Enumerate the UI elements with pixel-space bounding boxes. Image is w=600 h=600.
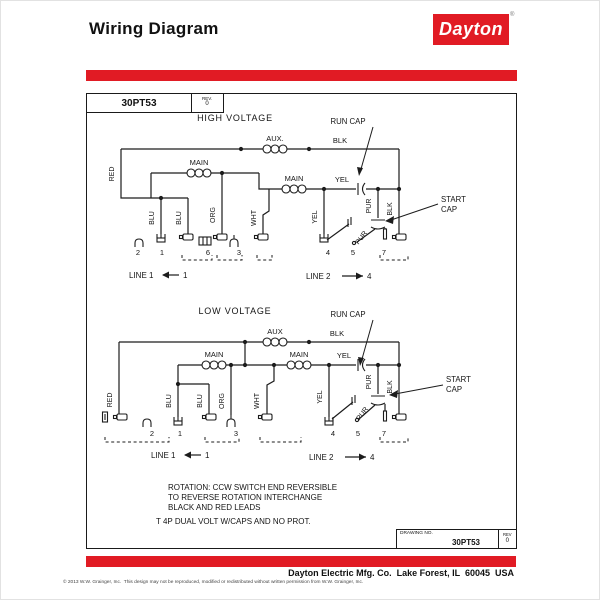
drawing-number-block: [396, 529, 499, 549]
hv-run-capacitor: [358, 183, 365, 195]
hv-terminal-wht-spade: [255, 234, 269, 240]
lv-terminal-4-crown: [325, 417, 333, 425]
hv-main-right-label: MAIN: [284, 174, 304, 183]
lv-run-cap-label: RUN CAP: [330, 310, 366, 319]
hv-terminal-blu-spade: [180, 234, 194, 240]
rotation-note-line2: TO REVERSE ROTATION INTERCHANGE: [168, 493, 323, 502]
hv-start-cap-arrow: [385, 216, 394, 224]
hv-blu1-label: BLU: [149, 211, 156, 225]
hv-line2-label: LINE 2: [306, 272, 331, 281]
lv-terminal-7-pin: [384, 411, 387, 421]
drawing-number-value: 30PT53: [451, 538, 480, 547]
lv-yel-label: YEL: [336, 351, 352, 360]
lv-start-cap-label-2: CAP: [446, 385, 463, 394]
hv-terminal-blk-spade: [393, 234, 407, 240]
lv-terminal-2-fork: [143, 419, 151, 427]
drawing-number-label: DRAWING NO.: [400, 531, 433, 536]
hv-run-cap-label: RUN CAP: [330, 117, 366, 126]
hv-pur-d-label: PUR: [354, 230, 370, 247]
footer-red-rule: [86, 556, 516, 567]
hv-aux-label: AUX.: [266, 134, 284, 143]
lv-num-5: 5: [355, 429, 361, 438]
rev-bottom-label: REV: [502, 531, 512, 537]
lv-num-4: 4: [330, 429, 336, 438]
hv-terminal-1-crown: [157, 234, 165, 242]
hv-start-cap-label-1: START: [441, 195, 466, 204]
lv-terminal-1-crown: [174, 417, 182, 425]
registered-trademark-mark: ®: [510, 12, 515, 18]
lv-org-label: ORG: [219, 393, 226, 409]
lv-num-7: 7: [381, 429, 387, 438]
hv-line1-label: LINE 1: [129, 271, 154, 280]
hv-run-cap-leader: [361, 127, 373, 169]
hv-num-2: 2: [135, 248, 141, 257]
lv-wht-label: WHT: [254, 393, 261, 409]
hv-num-1: 1: [159, 248, 165, 257]
lv-switch-contact: [352, 395, 355, 405]
lv-pur-v-label: PUR: [366, 374, 373, 390]
lv-aux-label: AUX: [267, 327, 283, 336]
lv-bracket-1: [105, 437, 169, 442]
low-voltage-circuit: [103, 306, 472, 462]
hv-aux-coil: [263, 145, 287, 153]
rev-block-bottom: [498, 529, 518, 549]
hv-start-cap-label-2: CAP: [441, 205, 458, 214]
hv-main-left-label: MAIN: [189, 158, 209, 167]
lv-blu2-label: BLU: [197, 394, 204, 408]
lv-yel-v-label: YEL: [317, 390, 324, 404]
hv-start-capacitor: [371, 220, 385, 229]
hv-run-cap-arrow: [357, 167, 363, 176]
lv-line1-terminal: 1: [205, 451, 210, 460]
hv-yel-v-label: YEL: [312, 210, 319, 224]
hv-wht-label: WHT: [251, 210, 258, 226]
dayton-logo-text: Dayton: [438, 19, 503, 39]
lv-main-coil-left: [202, 361, 226, 369]
lv-num-2: 2: [149, 429, 155, 438]
lv-start-cap-leader: [395, 385, 443, 394]
rev-value: 0: [205, 101, 209, 107]
lv-blu-wires: [178, 365, 209, 417]
lv-terminal-red-spade: [114, 414, 128, 420]
notes: [156, 483, 337, 526]
hv-terminal-org-spade: [214, 234, 228, 240]
lv-aux-coil: [263, 338, 287, 346]
rev-bottom-value: 0: [505, 537, 509, 544]
lv-blk-label: BLK: [329, 329, 345, 338]
lv-main-coil-right: [287, 361, 311, 369]
lv-blk-v-label: BLK: [387, 380, 394, 394]
hv-line1-terminal: 1: [183, 271, 188, 280]
title-block-model: 30PT53: [86, 93, 192, 113]
lv-terminal-blu-spade: [203, 414, 217, 420]
hv-bracket-3: [257, 255, 272, 260]
hv-pur-v-label: PUR: [366, 198, 373, 214]
hv-terminal-6-plug: [199, 237, 211, 245]
lv-line1-label: LINE 1: [151, 451, 176, 460]
lv-line2-label: LINE 2: [309, 453, 334, 462]
hv-blk-v-label: BLK: [387, 202, 394, 216]
lv-terminal-pin-left: [103, 412, 108, 422]
hv-switch-blade: [327, 224, 349, 240]
hv-terminal-2-fork: [135, 239, 143, 247]
lv-pur-d-label: PUR: [355, 406, 371, 423]
hv-line2-terminal: 4: [367, 272, 372, 281]
lv-main-right-label: MAIN: [289, 350, 309, 359]
lv-terminal-3-fork: [227, 415, 235, 427]
lv-red-label: RED: [107, 392, 114, 408]
motor-type-note: T 4P DUAL VOLT W/CAPS AND NO PROT.: [156, 517, 311, 526]
hv-num-6: 6: [205, 248, 211, 257]
lv-terminal-wht-spade: [259, 414, 273, 420]
hv-blk-label: BLK: [332, 136, 348, 145]
lv-wht-wire: [267, 365, 274, 414]
hv-terminal-4-crown: [320, 234, 328, 242]
hv-num-4: 4: [325, 248, 331, 257]
lv-switch-blade: [332, 402, 353, 419]
wiring-diagram-canvas: [86, 93, 517, 549]
hv-main-coil-right: [282, 185, 306, 193]
lv-main-left-label: MAIN: [204, 350, 224, 359]
lv-blu1-label: BLU: [166, 394, 173, 408]
hv-line2-arrowhead: [356, 273, 363, 280]
hv-title: HIGH VOLTAGE: [197, 113, 273, 123]
hv-num-3: 3: [236, 248, 242, 257]
lv-line2-arrowhead: [359, 454, 366, 461]
header-red-rule: [86, 70, 517, 81]
hv-main-coil-left: [187, 169, 211, 177]
page-title: Wiring Diagram: [89, 19, 219, 38]
lv-num-3: 3: [233, 429, 239, 438]
hv-num-7: 7: [381, 248, 387, 257]
lv-run-cap-leader: [362, 320, 373, 359]
hv-line1-arrowhead: [162, 272, 169, 279]
hv-num-5: 5: [350, 248, 356, 257]
hv-start-cap-leader: [391, 204, 438, 220]
lv-start-cap-label-1: START: [446, 375, 471, 384]
lv-line1-arrowhead: [184, 452, 191, 459]
lv-title: LOW VOLTAGE: [198, 306, 272, 316]
hv-terminal-7-pin: [384, 229, 387, 239]
hv-switch-contact: [348, 217, 351, 227]
lv-line2-terminal: 4: [370, 453, 375, 462]
dayton-logo: [433, 14, 509, 45]
lv-num-1: 1: [177, 429, 183, 438]
high-voltage-circuit: [109, 113, 466, 281]
hv-red-label: RED: [109, 166, 116, 182]
lv-start-capacitor: [371, 396, 385, 405]
hv-yel-label: YEL: [334, 175, 350, 184]
company-address: Dayton Electric Mfg. Co. Lake Forest, IL 60045 USA: [288, 568, 514, 578]
hv-main2-rail: [263, 189, 356, 234]
lv-bracket-3: [260, 437, 301, 442]
lv-terminal-blk-spade: [393, 414, 407, 420]
copyright-notice: © 2013 W.W. Grainger, Inc. This design may not be reproduced, modified or redistributed without written permission from W.W. Grainger, Inc.: [63, 580, 364, 585]
rev-label: REV.: [201, 96, 213, 101]
hv-org-label: ORG: [210, 207, 217, 223]
hv-blu2-label: BLU: [176, 211, 183, 225]
rotation-note-line3: BLACK AND RED LEADS: [168, 503, 261, 512]
rotation-note-line1: ROTATION: CCW SWITCH END REVERSIBLE: [168, 483, 338, 492]
hv-terminal-3-fork: [230, 235, 238, 247]
